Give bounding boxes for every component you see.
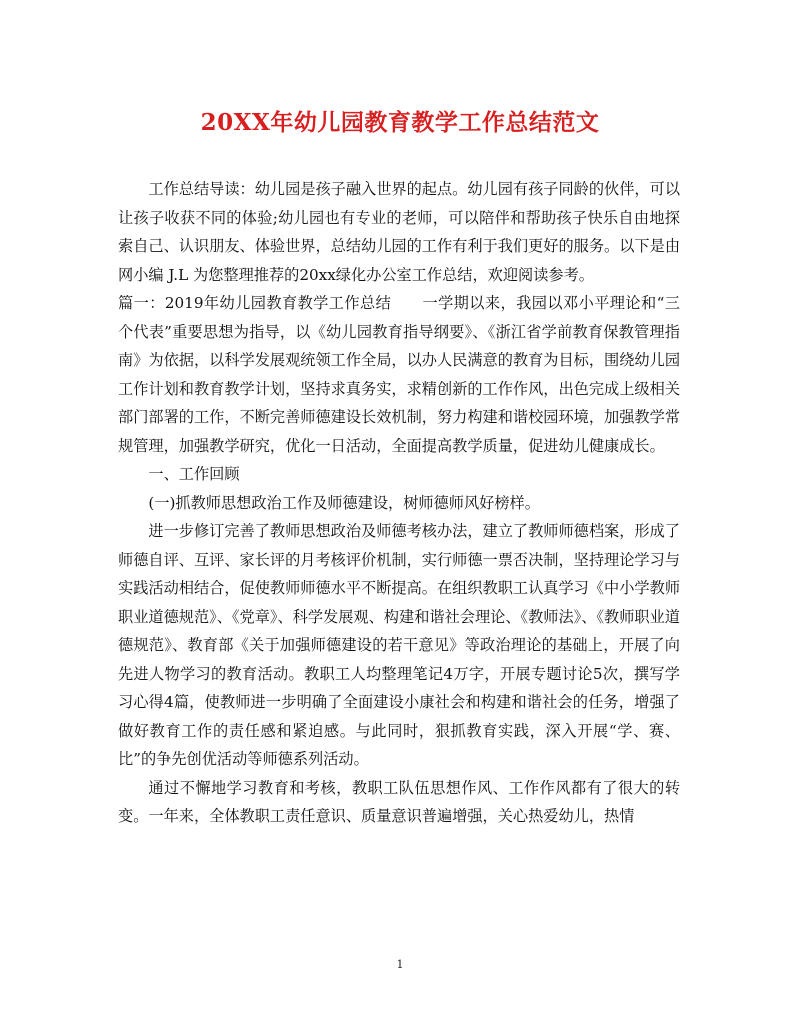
body-paragraph: 通过不懈地学习教育和考核，教职工队伍思想作风、工作作风都有了很大的转变。一年来，全体教职工责任意识、质量意识普遍增强，关心热爱幼儿，热情 (118, 778, 680, 825)
document-body (118, 175, 680, 831)
page-number: 1 (396, 958, 404, 971)
document-title: 20XX年幼儿园教育教学工作总结范文 (200, 109, 600, 136)
intro-paragraph: 工作总结导读：幼儿园是孩子融入世界的起点。幼儿园有孩子同龄的伙伴，可以让孩子收获不同的体验;幼儿园也有专业的老师，可以陪伴和帮助孩子快乐自由地探索自己、认识朋友、体验世界，总结幼儿园的工作有利于我们更好的服务。以下是由网小编 J.L 为您整理推荐的20xx绿化办公室工作总结，欢迎阅读参考。 (118, 180, 680, 284)
subsection-heading: (一)抓教师思想政治工作及师德建设，树师德师风好榜样。 (148, 493, 540, 512)
body-paragraph: 进一步修订完善了教师思想政治及师德考核办法，建立了教师师德档案，形成了师德自评、互评、家长评的月考核评价机制，实行师德一票否决制，坚持理论学习与实践活动相结合，促使教师师德水平不断提高。在组织教职工认真学习《中小学教师职业道德规范》、《党章》、科学发展观、构建和谐社会理论、《教师法》、《教师职业道德规范》、教育部《关于加强师德建设的若干意见》等政治理论的基础上，开展了向先进人物学习的教育活动。教职工人均整理笔记4万字，开展专题讨论5次，撰写学习心得4篇，使教师进一步明确了全面建设小康社会和构建和谐社会的任务，增强了做好教育工作的责任感和紧迫感。与此同时，狠抓教育实践，深入开展“学、赛、比”的争先创优活动等师德系列活动。 (118, 522, 680, 768)
article-one-paragraph: 篇一：2019年幼儿园教育教学工作总结 一学期以来，我园以邓小平理论和“三个代表”重要思想为指导，以《幼儿园教育指导纲要》、《浙江省学前教育保教管理指南》为依据，以科学发展观统领工作全局，以办人民满意的教育为目标，围绕幼儿园工作计划和教育教学计划，坚持求真务实，求精创新的工作作风，出色完成上级相关部门部署的工作，不断完善师德建设长效机制，努力构建和谐校园环境，加强教学常规管理，加强教学研究，优化一日活动，全面提高教学质量，促进幼儿健康成长。 (118, 294, 680, 455)
section-heading: 一、工作回顾 (148, 465, 240, 483)
